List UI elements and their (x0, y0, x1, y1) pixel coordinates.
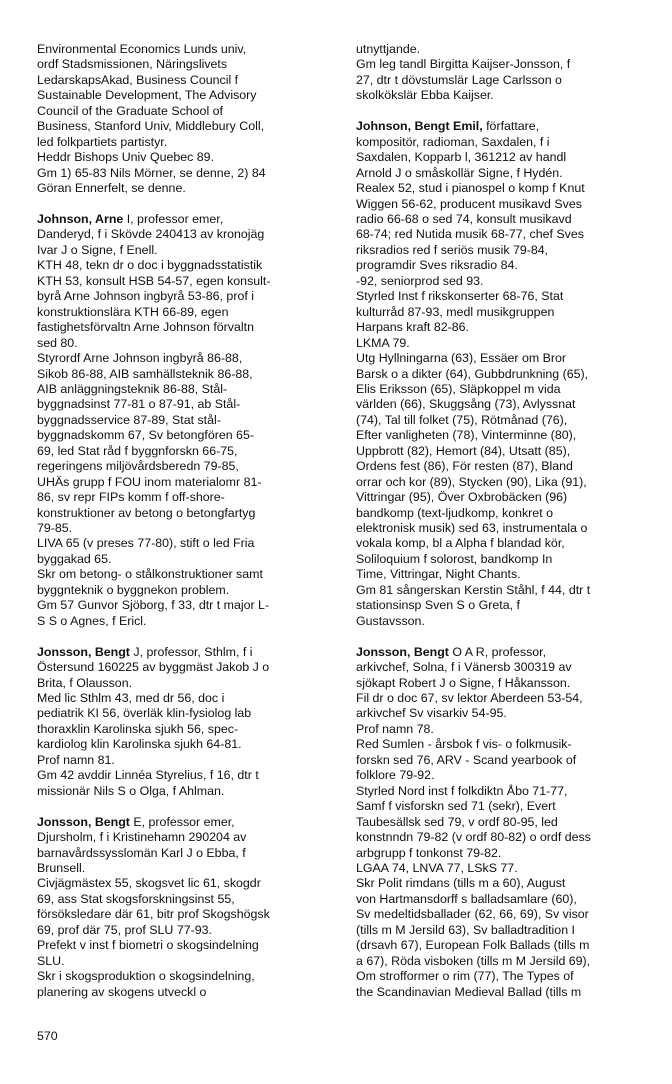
entry-line: Sustainable Development, The Advisory (37, 88, 257, 103)
entry-line: författare, (482, 119, 540, 134)
entry-johnson-bengt-emil (356, 119, 656, 629)
entry-line: led folkpartiets partistyr. (37, 134, 168, 149)
entry-line: 27, dtr t dövstumslär Lage Carlsson o (356, 72, 562, 87)
entry-line: fastighetsförvaltn Arne Johnson förvaltn (37, 320, 254, 335)
entry-line: Gm 42 avddir Linnéa Styrelius, f 16, dtr t (37, 768, 259, 783)
entry-line: Red Sumlen - årsbok f vis- o folkmusik- (356, 737, 572, 752)
entry-line: Skr Polit rimdans (tills m a 60), August (356, 876, 566, 891)
entry-line: Styrled Nord inst f folkdiktn Åbo 71-77, (356, 783, 568, 798)
entry-line: 69, led Stat råd f byggnforskn 66-75, (37, 443, 238, 458)
entry-line: barnavårdssysslomän Karl J o Ebba, f (37, 845, 246, 860)
entry-line: vokala komp, bl a Alpha f blandad kör, (356, 536, 565, 551)
entry-name: Johnson, Arne (37, 211, 124, 226)
entry-line: Prefekt v inst f biometri o skogsindelning (37, 938, 259, 953)
entry-line: Saxdalen, Kopparb l, 361212 av handl (356, 150, 567, 165)
entry-line: kulturråd 87-93, medl musikgruppen (356, 304, 555, 319)
entry-line: Skr om betong- o stålkonstruktioner samt (37, 567, 263, 582)
entry-line: J, professor, Sthlm, f i (129, 644, 253, 659)
entry-line: (tills m M Jersild 63), Sv balladtradition I (356, 922, 575, 937)
entry-line: Civjägmästex 55, skogsvet lic 61, skogdr (37, 876, 261, 891)
entry-line: UHÄs grupp f FOU inom materialomr 81- (37, 474, 262, 489)
entry-line: Styrled Inst f rikskonserter 68-76, Stat (356, 289, 564, 304)
entry-line: konstruktionslära KTH 66-89, egen (37, 304, 229, 319)
entry-line: världen (66), Skuggsång (73), Avlyssnat (356, 397, 576, 412)
entry-line: Fil dr o doc 67, sv lektor Aberdeen 53-54, (356, 691, 583, 705)
entry-line: utnyttjande. (356, 42, 421, 56)
entry-line: programdir Sves riksradio 84. (356, 258, 518, 273)
entry-line: sjökapt Robert J o Signe, f Håkansson. (356, 675, 571, 690)
entry-line: LedarskapsAkad, Business Council f (37, 72, 239, 87)
entry-line: byggakad 65. (37, 551, 112, 566)
entry-name: Jonsson, Bengt (356, 644, 449, 659)
entry-line: Taubesällsk sed 79, v ordf 80-95, led (356, 814, 558, 829)
entry-line: KTH 48, tekn dr o doc i byggnadsstatistik (37, 258, 263, 273)
entry-johnson-arne (37, 212, 332, 629)
entry-line: Elis Eriksson (65), Släpkoppel m vida (356, 381, 561, 396)
entry-line: försöksledare där 61, bitr prof Skogshögsk (37, 907, 270, 922)
entry-line: Utg Hyllningarna (63), Essäer om Bror (356, 351, 567, 366)
entry-line: planering av skogens utveckl o (37, 984, 207, 999)
entry-line: Styrordf Arne Johnson ingbyrå 86-88, (37, 351, 243, 366)
entry-line: stationsinsp Sven S o Greta, f (356, 598, 520, 613)
entry-line: the Scandinavian Medieval Ballad (tills m (356, 984, 582, 999)
entry-line: -92, seniorprod sed 93. (356, 273, 484, 288)
entry-line: Göran Ennerfelt, se denne. (37, 181, 186, 196)
entry-name: Johnson, Bengt Emil, (356, 119, 483, 134)
entry-line: Gm leg tandl Birgitta Kaijser-Jonsson, f (356, 57, 571, 72)
entry-line: Ivar J o Signe, f Enell. (37, 242, 158, 257)
entry-line: kompositör, radioman, Saxdalen, f i (356, 134, 550, 149)
entry-line: Harpans kraft 82-86. (356, 320, 469, 335)
entry-line: Gm 1) 65-83 Nils Mörner, se denne, 2) 84 (37, 165, 266, 180)
entry-line: KTH 53, konsult HSB 54-57, egen konsult- (37, 273, 271, 288)
entry-line: Soliloquium f solorost, bandkomp In (356, 551, 553, 566)
entry-line: radio 66-68 o sed 74, konsult musikavd (356, 211, 572, 226)
entry-line: Business, Stanford Univ, Middlebury Coll, (37, 119, 265, 134)
entry-line: (drsavh 67), European Folk Ballads (tills m (356, 938, 590, 953)
entry-line: arkivchef Sv visarkiv 54-95. (356, 706, 507, 721)
entry-line: Djursholm, f i Kristinehamn 290204 av (37, 830, 247, 845)
entry-line: Council of the Graduate School of (37, 103, 223, 118)
left-column (37, 42, 332, 1000)
entry-line: Prof namn 78. (356, 721, 434, 736)
entry-line: a 67), Röda visboken (tills m M Jersild 69), (356, 953, 591, 968)
entry-line: Skr i skogsproduktion o skogsindelning, (37, 969, 255, 984)
entry-line: 86, sv repr FIPs komm f off-shore- (37, 490, 225, 505)
entry-line: ordf Stadsmissionen, Näringslivets (37, 57, 228, 72)
entry-line: Heddr Bishops Univ Quebec 89. (37, 150, 215, 165)
entry-line: AIB anläggningsteknik 86-88, Stål- (37, 381, 228, 396)
entry-line: Prof namn 81. (37, 752, 115, 767)
entry-line: LKMA 79. (356, 335, 410, 350)
entry-line: arbgrupp f tonkonst 79-82. (356, 845, 502, 860)
entry-line: LGAA 74, LNVA 77, LSkS 77. (356, 860, 518, 875)
entry-continuation-right (356, 42, 656, 104)
entry-jonsson-bengt-j (37, 645, 332, 800)
entry-line: folklore 79-92. (356, 768, 435, 783)
entry-line: Vittringar (95), Över Oxbrobäcken (96) (356, 490, 568, 505)
entry-line: byggnteknik o byggnekon problem. (37, 582, 230, 597)
right-column (356, 42, 656, 1000)
entry-line: Arnold J o småskollär Signe, f Hydén. (356, 165, 563, 180)
entry-line: Uppbrott (82), Hemort (84), Utsatt (85), (356, 443, 571, 458)
entry-line: I, professor emer, (123, 211, 224, 226)
entry-line: riksradios red f seriös musik 79-84, (356, 242, 549, 257)
entry-line: Brita, f Olausson. (37, 675, 133, 690)
entry-line: elektronisk musik) sed 63, instrumentala o (356, 521, 588, 536)
entry-line: (74), Tal till folket (75), Rötmånad (76), (356, 412, 568, 427)
entry-line: Om strofformer o rim (77), The Types of (356, 969, 574, 984)
entry-line: O A R, professor, (448, 644, 547, 659)
entry-line: thoraxklin Karolinska sjukh 56, spec- (37, 721, 239, 736)
page-number: 570 (37, 1029, 58, 1043)
entry-line: Sikob 86-88, AIB samhällsteknik 86-88, (37, 366, 253, 381)
entry-line: byrå Arne Johnson ingbyrå 53-86, prof i (37, 289, 254, 304)
entry-line: Wiggen 56-62, producent musikavd Sves (356, 196, 582, 211)
entry-line: 79-85. (37, 521, 73, 536)
entry-line: Environmental Economics Lunds univ, (37, 42, 247, 56)
entry-line: arkivchef, Solna, f i Vänersb 300319 av (356, 660, 572, 675)
entry-line: 68-74; red Nutida musik 68-77, chef Sves (356, 227, 584, 242)
entry-line: S S o Agnes, f Ericl. (37, 613, 147, 628)
entry-line: E, professor emer, (129, 814, 235, 829)
entry-line: Efter vanligheten (78), Vinterminne (80), (356, 428, 577, 443)
entry-line: 69, ass Stat skogsforskningsinst 55, (37, 891, 235, 906)
entry-jonsson-bengt-oar (356, 645, 656, 1000)
entry-line: konstruktioner av betong o betongfartyg (37, 505, 256, 520)
entry-line: 69, prof där 75, prof SLU 77-93. (37, 922, 212, 937)
entry-line: SLU. (37, 953, 65, 968)
entry-line: byggnadskomm 67, Sv betongfören 65- (37, 428, 254, 443)
entry-line: Ordens fest (86), För resten (87), Bland (356, 459, 573, 474)
entry-line: Gm 81 sångerskan Kerstin Ståhl, f 44, dtr t (356, 582, 591, 597)
entry-line: regeringens miljövårdsberedn 79-85, (37, 459, 239, 474)
entry-line: LIVA 65 (v preses 77-80), stift o led Fria (37, 536, 255, 551)
entry-line: von Hartmansdorff s balladsamlare (60), (356, 891, 577, 906)
entry-line: byggnadsservice 87-89, Stat stål- (37, 412, 221, 427)
entry-jonsson-bengt-e (37, 815, 332, 1000)
entry-continuation-left (37, 42, 332, 197)
entry-name: Jonsson, Bengt (37, 644, 130, 659)
entry-line: skolkökslär Ebba Kaijser. (356, 88, 494, 103)
entry-line: Gm 57 Gunvor Sjöborg, f 33, dtr t major L- (37, 598, 270, 613)
entry-line: byggnadsinst 77-81 o 87-91, ab Stål- (37, 397, 241, 412)
entry-line: Barsk o a dikter (64), Gubbdrunkning (65), (356, 366, 589, 381)
entry-line: Med lic Sthlm 43, med dr 56, doc i (37, 691, 225, 705)
entry-line: sed 80. (37, 335, 78, 350)
entry-line: Danderyd, f i Skövde 240413 av kronojäg (37, 227, 265, 242)
entry-line: Gustavsson. (356, 613, 425, 628)
entry-line: Samf f visforskn sed 71 (sekr), Evert (356, 799, 556, 814)
entry-line: Östersund 160225 av byggmäst Jakob J o (37, 660, 270, 675)
entry-line: Time, Vittringar, Night Chants. (356, 567, 521, 582)
entry-line: bandkomp (text-ljudkomp, konkret o (356, 505, 553, 520)
entry-line: orrar och kor (89), Stycken (90), Lika (91), (356, 474, 587, 489)
entry-line: kardiolog klin Karolinska sjukh 64-81. (37, 737, 242, 752)
entry-name: Jonsson, Bengt (37, 814, 130, 829)
entry-line: Sv medeltidsballader (62, 66, 69), Sv visor (356, 907, 589, 922)
entry-line: Realex 52, stud i pianospel o komp f Knut (356, 181, 585, 196)
entry-line: missionär Nils S o Olga, f Ahlman. (37, 783, 225, 798)
entry-line: forskn sed 76, ARV - Scand yearbook of (356, 752, 577, 767)
entry-line: pediatrik KI 56, överläk klin-fysiolog lab (37, 706, 252, 721)
entry-line: Brunsell. (37, 860, 86, 875)
entry-line: konstnndn 79-82 (v ordf 80-82) o ordf dess (356, 830, 591, 845)
